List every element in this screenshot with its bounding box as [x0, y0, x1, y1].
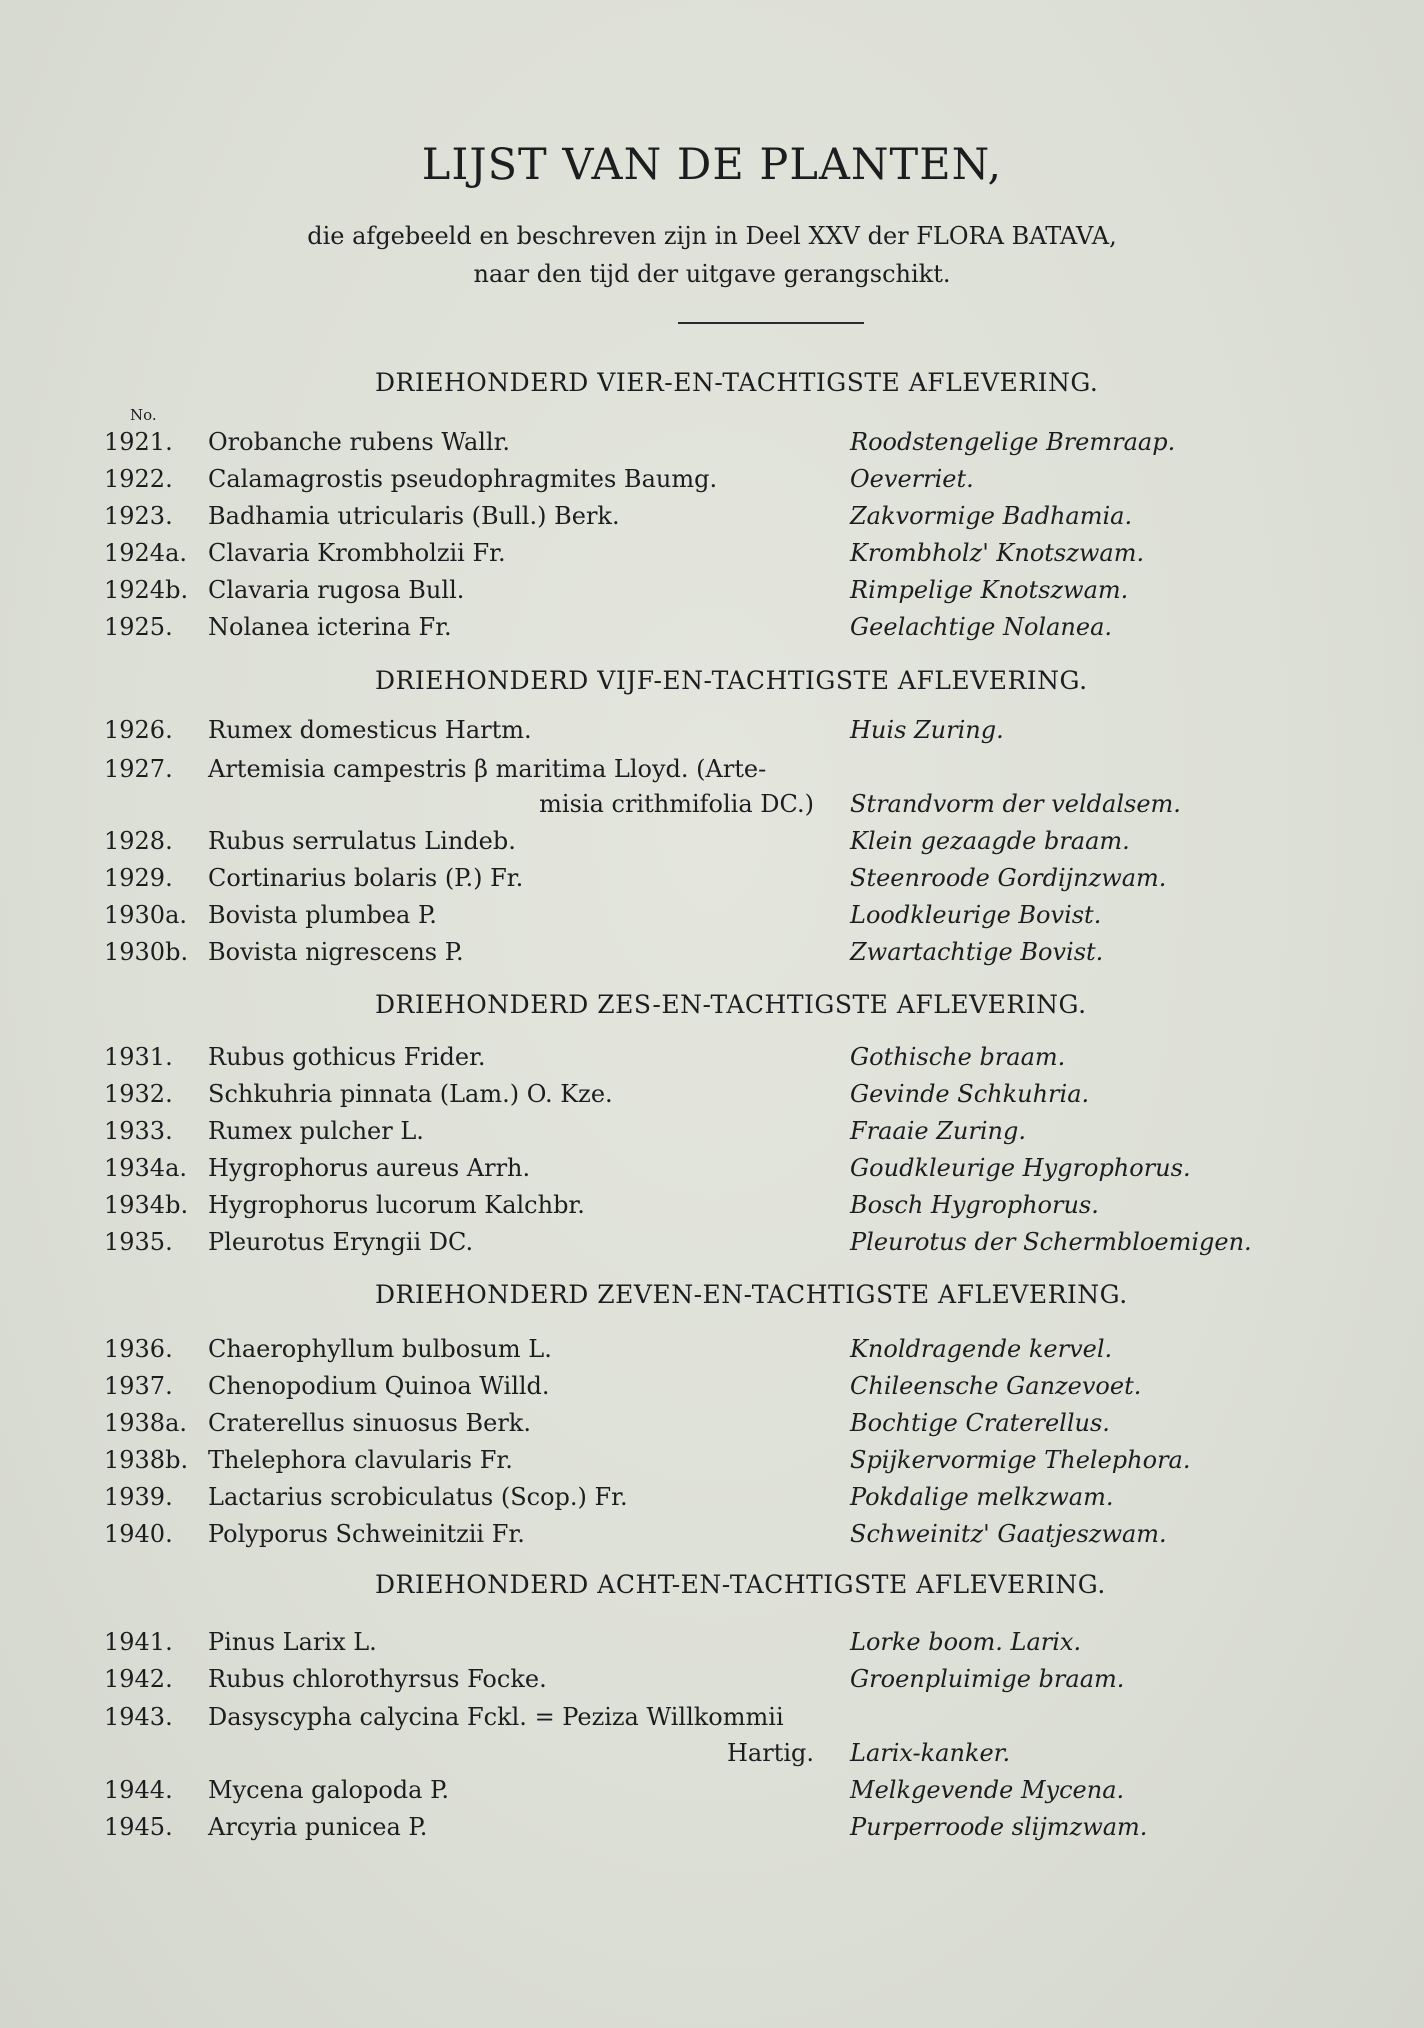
- common-name: Roodstengelige Bremraap.: [850, 428, 1176, 456]
- entry-number: 1933.: [104, 1117, 173, 1145]
- entry-number: 1934b.: [104, 1191, 189, 1219]
- common-name: Larix-kanker.: [850, 1739, 1011, 1767]
- entry-number: 1924b.: [104, 576, 189, 604]
- scientific-name: Hygrophorus lucorum Kalchbr.: [208, 1191, 585, 1219]
- entry-number: 1938a.: [104, 1409, 188, 1437]
- entry-number: 1944.: [104, 1776, 173, 1804]
- scientific-name: Bovista plumbea P.: [208, 901, 437, 929]
- entry-number: 1925.: [104, 613, 173, 641]
- scientific-name: Pleurotus Eryngii DC.: [208, 1228, 474, 1256]
- scientific-name: Rubus serrulatus Lindeb.: [208, 827, 516, 855]
- common-name: Klein gezaagde braam.: [850, 827, 1130, 855]
- common-name: Oeverriet.: [850, 465, 974, 493]
- scientific-name: Cortinarius bolaris (P.) Fr.: [208, 864, 524, 892]
- entry-number: 1927.: [104, 755, 173, 783]
- entry-number: 1939.: [104, 1483, 173, 1511]
- subtitle-line-2: naar den tijd der uitgave gerangschikt.: [473, 260, 951, 288]
- list-item: [0, 1043, 1424, 1077]
- scientific-name: misia crithmifolia DC.): [539, 790, 814, 818]
- list-item: [0, 1335, 1424, 1369]
- list-item: [0, 576, 1424, 610]
- list-item: [0, 613, 1424, 647]
- scientific-name: Artemisia campestris β maritima Lloyd. (Arte-: [208, 755, 767, 783]
- common-name: Zakvormige Badhamia.: [850, 502, 1133, 530]
- scientific-name: Clavaria Krombholzii Fr.: [208, 539, 506, 567]
- title-divider: [678, 322, 864, 324]
- common-name: Gothische braam.: [850, 1043, 1066, 1071]
- entry-number: 1942.: [104, 1665, 173, 1693]
- common-name: Geelachtige Nolanea.: [850, 613, 1113, 641]
- scientific-name: Thelephora clavularis Fr.: [208, 1446, 513, 1474]
- scientific-name: Rumex domesticus Hartm.: [208, 716, 532, 744]
- entry-number: 1922.: [104, 465, 173, 493]
- scientific-name: Mycena galopoda P.: [208, 1776, 449, 1804]
- common-name: Huis Zuring.: [850, 716, 1004, 744]
- scientific-name: Badhamia utricularis (Bull.) Berk.: [208, 502, 620, 530]
- entry-number: 1930b.: [104, 938, 189, 966]
- list-item: [0, 539, 1424, 573]
- list-item: [0, 1446, 1424, 1480]
- section-heading: DRIEHONDERD VIER-EN-TACHTIGSTE AFLEVERING.: [375, 368, 1099, 397]
- entry-number: 1935.: [104, 1228, 173, 1256]
- list-item: [0, 864, 1424, 898]
- entry-number: 1921.: [104, 428, 173, 456]
- common-name: Bochtige Craterellus.: [850, 1409, 1110, 1437]
- list-item: [0, 1483, 1424, 1517]
- entry-number: 1924a.: [104, 539, 188, 567]
- entry-number: 1931.: [104, 1043, 173, 1071]
- scientific-name: Bovista nigrescens P.: [208, 938, 464, 966]
- list-item: [0, 1776, 1424, 1810]
- section-heading: DRIEHONDERD ZEVEN-EN-TACHTIGSTE AFLEVERING.: [375, 1280, 1128, 1309]
- list-item-continuation: [0, 790, 1424, 824]
- scientific-name: Nolanea icterina Fr.: [208, 613, 452, 641]
- entry-number: 1926.: [104, 716, 173, 744]
- scientific-name: Clavaria rugosa Bull.: [208, 576, 465, 604]
- scientific-name: Chaerophyllum bulbosum L.: [208, 1335, 552, 1363]
- list-item: [0, 1372, 1424, 1406]
- entry-number: 1945.: [104, 1813, 173, 1841]
- scientific-name: Rubus chlorothyrsus Focke.: [208, 1665, 547, 1693]
- entry-number: 1940.: [104, 1520, 173, 1548]
- list-item: [0, 1813, 1424, 1847]
- entry-number: 1938b.: [104, 1446, 189, 1474]
- common-name: Lorke boom. Larix.: [850, 1628, 1082, 1656]
- common-name: Strandvorm der veldalsem.: [850, 790, 1181, 818]
- common-name: Groenpluimige braam.: [850, 1665, 1125, 1693]
- common-name: Pokdalige melkzwam.: [850, 1483, 1114, 1511]
- entry-number: 1923.: [104, 502, 173, 530]
- scientific-name: Chenopodium Quinoa Willd.: [208, 1372, 550, 1400]
- list-item: [0, 428, 1424, 462]
- common-name: Melkgevende Mycena.: [850, 1776, 1125, 1804]
- list-item: [0, 1703, 1424, 1737]
- entry-number: 1937.: [104, 1372, 173, 1400]
- scientific-name: Hygrophorus aureus Arrh.: [208, 1154, 531, 1182]
- scientific-name: Polyporus Schweinitzii Fr.: [208, 1520, 525, 1548]
- list-item: [0, 1628, 1424, 1662]
- page-title: LIJST VAN DE PLANTEN,: [421, 140, 1003, 190]
- list-item: [0, 755, 1424, 789]
- common-name: Steenroode Gordijnzwam.: [850, 864, 1167, 892]
- common-name: Knoldragende kervel.: [850, 1335, 1113, 1363]
- entry-number: 1934a.: [104, 1154, 188, 1182]
- common-name: Zwartachtige Bovist.: [850, 938, 1104, 966]
- common-name: Krombholz' Knotszwam.: [850, 539, 1145, 567]
- common-name: Schweinitz' Gaatjeszwam.: [850, 1520, 1167, 1548]
- scientific-name: Orobanche rubens Wallr.: [208, 428, 511, 456]
- scientific-name: Schkuhria pinnata (Lam.) O. Kze.: [208, 1080, 613, 1108]
- scientific-name: Arcyria punicea P.: [208, 1813, 428, 1841]
- list-item: [0, 1520, 1424, 1554]
- number-column-label: No.: [130, 406, 157, 424]
- entry-number: 1943.: [104, 1703, 173, 1731]
- list-item: [0, 1117, 1424, 1151]
- common-name: Purperroode slijmzwam.: [850, 1813, 1148, 1841]
- entry-number: 1928.: [104, 827, 173, 855]
- entry-number: 1929.: [104, 864, 173, 892]
- list-item: [0, 938, 1424, 972]
- entry-number: 1936.: [104, 1335, 173, 1363]
- list-item: [0, 1665, 1424, 1699]
- list-item: [0, 465, 1424, 499]
- common-name: Chileensche Ganzevoet.: [850, 1372, 1142, 1400]
- list-item: [0, 1409, 1424, 1443]
- common-name: Fraaie Zuring.: [850, 1117, 1026, 1145]
- section-heading: DRIEHONDERD ACHT-EN-TACHTIGSTE AFLEVERING.: [375, 1570, 1106, 1599]
- entry-number: 1941.: [104, 1628, 173, 1656]
- list-item: [0, 1191, 1424, 1225]
- list-item: [0, 1228, 1424, 1262]
- list-item: [0, 502, 1424, 536]
- list-item: [0, 716, 1424, 750]
- scientific-name: Pinus Larix L.: [208, 1628, 377, 1656]
- scientific-name: Hartig.: [726, 1739, 814, 1767]
- common-name: Gevinde Schkuhria.: [850, 1080, 1090, 1108]
- scientific-name: Lactarius scrobiculatus (Scop.) Fr.: [208, 1483, 628, 1511]
- list-item-continuation: [0, 1739, 1424, 1773]
- entry-number: 1932.: [104, 1080, 173, 1108]
- list-item: [0, 1154, 1424, 1188]
- common-name: Rimpelige Knotszwam.: [850, 576, 1129, 604]
- section-heading: DRIEHONDERD VIJF-EN-TACHTIGSTE AFLEVERING.: [375, 666, 1088, 695]
- scientific-name: Dasyscypha calycina Fckl. = Peziza Willkommii: [208, 1703, 784, 1731]
- entry-number: 1930a.: [104, 901, 188, 929]
- common-name: Pleurotus der Schermbloemigen.: [850, 1228, 1252, 1256]
- section-heading: DRIEHONDERD ZES-EN-TACHTIGSTE AFLEVERING.: [375, 990, 1087, 1019]
- common-name: Bosch Hygrophorus.: [850, 1191, 1099, 1219]
- scientific-name: Rumex pulcher L.: [208, 1117, 424, 1145]
- list-item: [0, 901, 1424, 935]
- common-name: Loodkleurige Bovist.: [850, 901, 1102, 929]
- scientific-name: Calamagrostis pseudophragmites Baumg.: [208, 465, 718, 493]
- list-item: [0, 827, 1424, 861]
- common-name: Goudkleurige Hygrophorus.: [850, 1154, 1191, 1182]
- list-item: [0, 1080, 1424, 1114]
- scientific-name: Craterellus sinuosus Berk.: [208, 1409, 531, 1437]
- common-name: Spijkervormige Thelephora.: [850, 1446, 1191, 1474]
- subtitle-line-1: die afgebeeld en beschreven zijn in Deel XXV der FLORA BATAVA,: [307, 222, 1117, 250]
- scientific-name: Rubus gothicus Frider.: [208, 1043, 486, 1071]
